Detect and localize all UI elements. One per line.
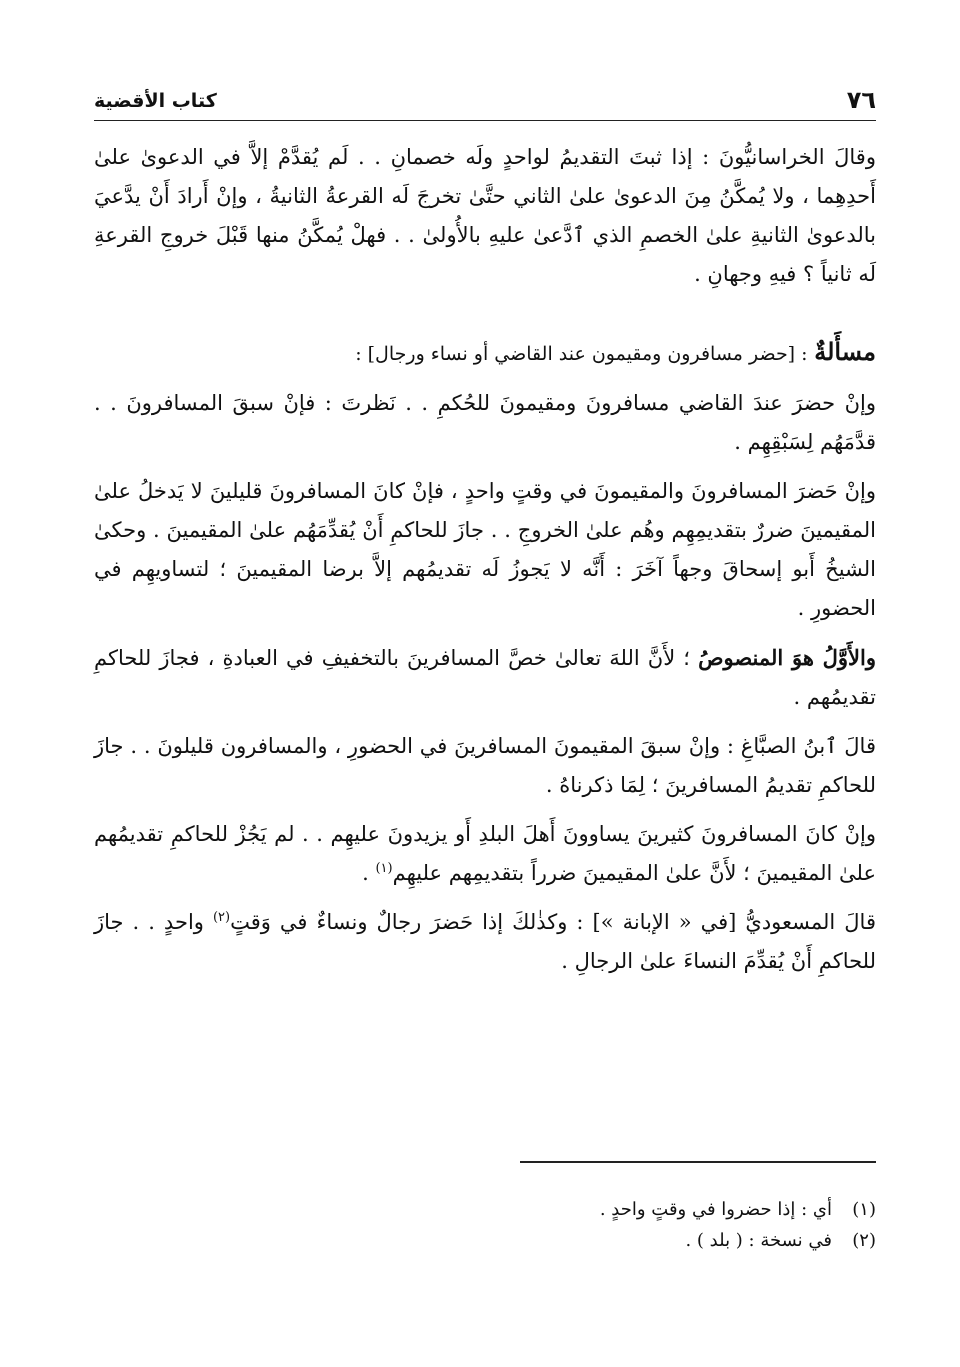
footnote-text: أي : إذا حضروا في وقتٍ واحدٍ .	[599, 1199, 832, 1220]
paragraph-travellers-first: وإنْ حضرَ عندَ القاضي مسافرونَ ومقيمونَ للحُكمِ . . نَظرتَ : فإنْ سبقَ المسافرونَ . . قدَّمَهُم لِسَبْقِهِم .	[94, 391, 876, 454]
footnote-number: (٢)	[852, 1230, 876, 1251]
paragraph-many-travellers	[94, 815, 876, 893]
issue-label: مسأَلةٌ	[814, 337, 876, 366]
book-title: كتاب الأقضية	[94, 90, 217, 112]
paragraph-first-view	[94, 638, 876, 717]
header-rule	[94, 120, 876, 121]
reason-text: ؛ لأَنَّ اللهَ تعالىٰ خصَّ المسافرينَ بالتخفيفِ في العبادةِ ،	[207, 646, 699, 670]
paragraph-khurasaniyyun: وقالَ الخراسانيُّونَ : إذا ثبتَ التقديمُ لواحدٍ ولَه خصمانِ . . لَم يُقدَّمْ إلاَّ في الدعوىٰ علىٰ أَحدِهِما ، ولا يُمكَّنُ مِنَ الدعوىٰ علىٰ الثاني حتَّىٰ تخرجَ لَه القرعةُ الثانيةُ ، وإنْ أَرادَ أَنْ يدَّعيَ بالدعوىٰ الثانيةِ علىٰ الخصمِ الذي ٱدَّعىٰ عليهِ بالأُولىٰ . . فهلْ يُمكَّنُ منها قَبْلَ خروجِ القرعةِ لَه ثانياً ؟ فيهِ وجهانِ .	[94, 145, 876, 286]
footnote-ref-2[interactable]: (٢)	[212, 910, 231, 925]
footnote-number: (١)	[852, 1199, 876, 1220]
page-number: ٧٦	[846, 86, 876, 114]
paragraph-masudi	[94, 903, 876, 981]
issue-title: : [حضر مسافرون ومقيمون عند القاضي أو نساء ورجال] :	[355, 343, 808, 365]
issue-heading	[94, 332, 876, 374]
many-travellers-text: وإنْ كانَ المسافرونَ كثيرينَ يساوونَ أَهلَ البلدِ أَو يزيدونَ عليهِم . . لم يَجُزْ للحاكمِ تقديمُهم علىٰ المقيمينَ ؛ لأَنَّ علىٰ المقيمينَ ضرراً بتقديمِهم عليهِم	[94, 822, 876, 885]
footnote-rule	[520, 1161, 876, 1163]
paragraph-ibn-sabbagh: قالَ ٱبنُ الصبَّاغِ : وإنْ سبقَ المقيمونَ المسافرينَ في الحضورِ ، والمسافرون قليلونَ . . جازَ للحاكمِ تقديمُ المسافرينَ ؛ لِمَا ذكرناهُ .	[94, 734, 876, 797]
sentence-end: .	[362, 861, 376, 885]
footnote-1	[376, 1194, 876, 1225]
footnote-2	[376, 1225, 876, 1256]
bold-lead: والأَوَّلُ هوَ المنصوصُ	[698, 645, 876, 670]
masudi-text: قالَ المسعوديُّ [في « الإبانة »] : وكذٰلكَ إذا حَضرَ رجالٌ ونساءٌ في وَقتٍ	[230, 910, 876, 934]
main-text	[94, 138, 876, 981]
conclusion-text: فجازَ للحاكمِ تقديمُهم .	[94, 646, 876, 709]
paragraph-same-time: وإنْ حَضرَ المسافرونَ والمقيمونَ في وقتٍ واحدٍ ، فإنْ كانَ المسافرونَ قليلينَ لا يَدخلُ علىٰ المقيمينَ ضررٌ بتقديمِهِم وهُم علىٰ الخروجِ . . جازَ للحاكمِ أَنْ يُقدِّمَهُم علىٰ المقيمينَ . وحكىٰ الشيخُ أَبو إسحاقَ وجهاً آخَرَ : أَنَّه لا يَجوزُ لَه تقديمُهم إلاَّ برضا المقيمينَ ؛ لتساويهِم في الحضورِ .	[94, 479, 876, 620]
masudi-text-end: واحدٍ . . جازَ للحاكمِ أَنْ يُقدِّمَ النساءَ علىٰ الرجالِ .	[94, 910, 876, 973]
footnote-text: في نسخة : ( بلد ) .	[685, 1230, 832, 1251]
footnote-ref-1[interactable]: (١)	[375, 861, 393, 876]
footnotes	[376, 1194, 876, 1256]
running-header	[94, 86, 876, 116]
